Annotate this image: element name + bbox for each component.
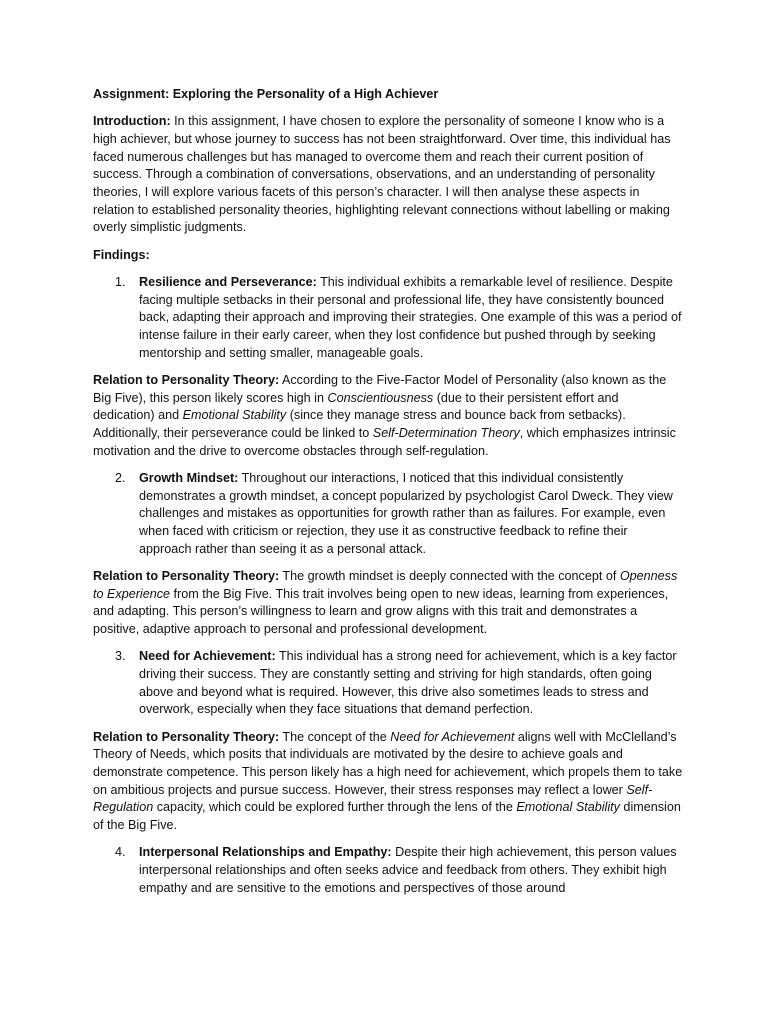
relation-term: Openness to Experience <box>93 568 678 601</box>
relation-label: Relation to Personality Theory: <box>93 568 280 583</box>
finding-label: Need for Achievement: <box>139 649 276 664</box>
relation-paragraph-1 <box>93 372 683 461</box>
finding-number: 3. <box>115 649 126 664</box>
relation-term: Conscientiousness <box>327 390 434 405</box>
finding-number: 2. <box>115 470 126 485</box>
relation-term: Emotional Stability <box>516 800 620 815</box>
finding-label: Resilience and Perseverance: <box>139 274 317 289</box>
finding-text: This individual exhibits a remarkable level of resilience. Despite facing multiple setbacks in their personal and professional life, they have consistently bounced back, adapting their approach and improving their strategies. One example of this was a period of intense failure in their early career, when they lost confidence but pushed through by seeking mentorship and setting smaller, manageable goals. <box>139 274 682 360</box>
relation-label: Relation to Personality Theory: <box>93 729 280 744</box>
relation-text: (due to their persistent effort and dedication) and <box>93 390 619 423</box>
finding-text: This individual has a strong need for achievement, which is a key factor driving their success. They are constantly setting and striving for high standards, often going above and beyond what is required. However, this drive also sometimes leads to stress and overwork, especially when they face situations that demand perfection. <box>139 649 677 717</box>
finding-text: Despite their high achievement, this person values interpersonal relationships and often seeks advice and feedback from others. They exhibit high empathy and are sensitive to the emotions and perspectives of those around <box>139 845 677 895</box>
relation-text: , which emphasizes intrinsic motivation and the drive to overcome obstacles through self-regulation. <box>93 425 676 458</box>
finding-label: Interpersonal Relationships and Empathy: <box>139 845 392 860</box>
relation-paragraph-2 <box>93 568 683 639</box>
finding-label: Growth Mindset: <box>139 470 239 485</box>
intro-text: In this assignment, I have chosen to explore the personality of someone I know who is a high achiever, but whose journey to success has not been straightforward. Over time, this individual has faced numerous challenges but has managed to overcome them and reach their current position of success. Through a combination of conversations, observations, and an understanding of personality theories, I will explore various facets of this person’s character. I will then analyse these aspects in relation to established personality theories, highlighting relevant connections without labelling or making overly simplistic judgments. <box>93 114 671 235</box>
relation-term: Emotional Stability <box>182 408 287 423</box>
relation-label: Relation to Personality Theory: <box>93 372 280 387</box>
relation-term: Self-Regulation <box>93 782 653 815</box>
finding-item-1 <box>93 274 683 363</box>
finding-text: Throughout our interactions, I noticed that this individual consistently demonstrates a growth mindset, a concept popularized by psychologist Carol Dweck. They view challenges and mistakes as opportunities for growth rather than as failures. For example, even when faced with criticism or rejection, they use it as constructive feedback to refine their approach rather than seeing it as a personal attack. <box>139 470 673 556</box>
relation-text: (since they manage stress and bounce back from setbacks). Additionally, their perseverance could be linked to <box>93 408 626 440</box>
relation-term: Need for Achievement <box>390 729 515 744</box>
relation-text: According to the Five-Factor Model of Personality (also known as the Big Five), this person likely scores high in <box>93 372 667 405</box>
intro-paragraph <box>93 113 683 237</box>
finding-item-4 <box>93 844 683 897</box>
relation-text: capacity, which could be explored further through the lens of the <box>153 800 517 815</box>
relation-term: Self-Determination Theory <box>372 425 520 440</box>
finding-item-2 <box>93 470 683 559</box>
document-title: Assignment: Exploring the Personality of a High Achiever <box>93 87 439 101</box>
relation-text: The growth mindset is deeply connected with the concept of <box>279 568 620 583</box>
finding-number: 4. <box>115 845 126 860</box>
finding-number: 1. <box>115 274 126 289</box>
findings-heading <box>93 247 683 265</box>
findings-label: Findings: <box>93 247 150 262</box>
relation-text: dimension of the Big Five. <box>93 800 681 833</box>
relation-text: aligns well with McClelland’s Theory of Needs, which posits that individuals are motivated by the desire to achieve goals and demonstrate competence. This person likely has a high need for achievement, which propels them to take on ambitious projects and pursue success. However, their stress responses may reflect a lower <box>93 729 683 797</box>
relation-text: The concept of the <box>279 729 391 744</box>
finding-item-3 <box>93 648 683 719</box>
intro-label: Introduction: <box>93 114 171 129</box>
relation-text: from the Big Five. This trait involves being open to new ideas, learning from experiences, and adapting. This person’s willingness to learn and grow aligns with this trait and demonstrates a positive, adaptive approach to personal and professional development. <box>93 586 669 636</box>
document-page <box>93 86 683 907</box>
relation-paragraph-3 <box>93 729 683 835</box>
